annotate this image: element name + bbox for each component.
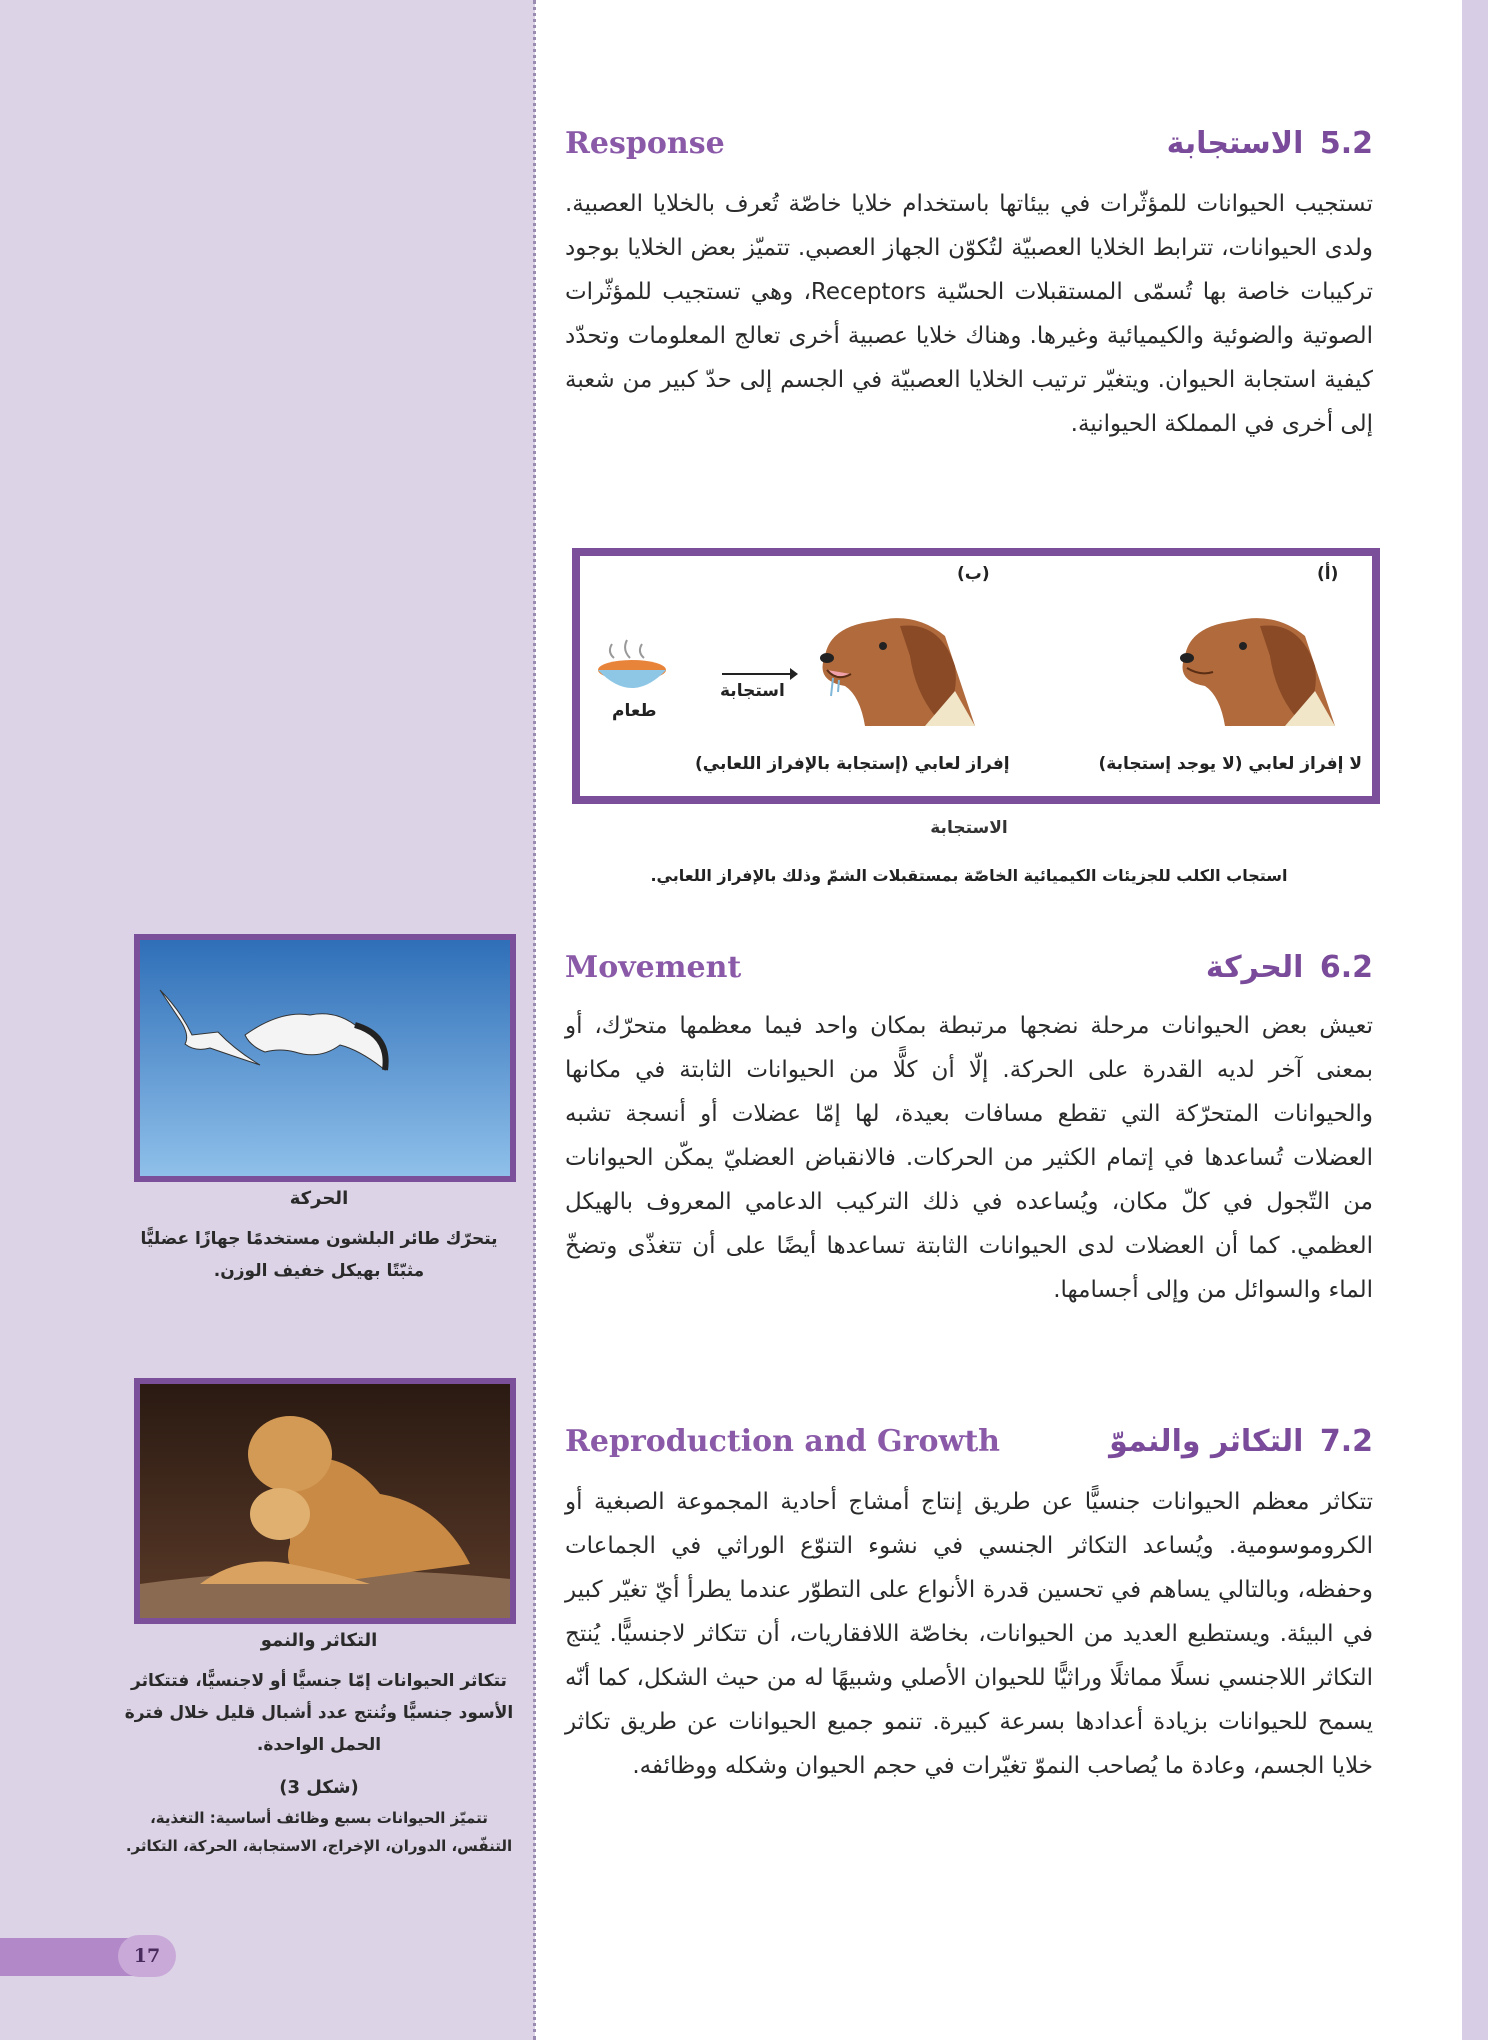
movement-paragraph: تعيش بعض الحيوانات مرحلة نضجها مرتبطة بمكان واحد فيما معظمها متحرّك، أو بمعنى آخر لديه القدرة على الحركة. إلّا أن كلًّا من الحيوانات الثابتة في مكانها والحيوانات المتحرّكة التي تقطع مسافات بعيدة، لها إمّا عضلات أو أنسجة تشبه العضلات تُساعدها في إتمام الكثير من الحركات. فالانقباض العضليّ يمكّن الحيوانات من التّجول في كلّ مكان، ويُساعده في ذلك التركيب الدعامي المعروف بالهيكل العظمي. كما أن العضلات لدى الحيوانات الثابتة تساعدها أيضًا على أن تتغذّى وتضخّ الماء والسوائل من وإلى أجسامها.: [565, 1013, 1373, 1303]
lions-image: [140, 1384, 510, 1618]
page-number: 17: [118, 1935, 176, 1977]
section-number: 5.2: [1319, 126, 1373, 161]
lions-caption-title: التكاثر والنمو: [260, 1630, 378, 1651]
section-title-ar: [1109, 1424, 1373, 1459]
figure-number-caption: تتميّز الحيوانات بسبع وظائف أساسية: التغذية، التنفّس، الدوران، الإخراج، الاستجابة، الحركة، التكاثر.: [125, 1809, 513, 1855]
section-number: 7.2: [1319, 1424, 1373, 1459]
dog-b-illustration: [805, 596, 985, 726]
lions-photo: [134, 1378, 516, 1624]
section-title-ar-text: الاستجابة: [1166, 126, 1304, 161]
section-title-en: Response: [565, 126, 725, 161]
section-header-movement: [565, 950, 1373, 998]
figure-title: الاستجابة: [930, 818, 1008, 838]
figure-number: (شكل 3): [279, 1777, 359, 1798]
gulls-caption-title: الحركة: [289, 1188, 349, 1209]
section-title-en: Movement: [565, 950, 742, 985]
dog-a-illustration: [1165, 596, 1345, 726]
arrow-label: استجابة: [720, 681, 785, 701]
lions-caption-block: [120, 1630, 518, 1860]
section-number: 6.2: [1319, 950, 1373, 985]
lions-caption-text: تتكاثر الحيوانات إمّا جنسيًّا أو لاجنسيًّا، فتتكاثر الأسود جنسيًّا وتُنتج عدد أشبال قليل خلال فترة الحمل الواحدة.: [124, 1671, 514, 1755]
caption-b: إفراز لعابي (إستجابة بالإفراز اللعابي): [695, 754, 1010, 774]
section-title-ar-text: الحركة: [1205, 950, 1304, 985]
gulls-caption-block: [120, 1188, 518, 1287]
dog-response-figure: [572, 548, 1380, 804]
section-header-response: [565, 126, 1373, 174]
label-a: (أ): [1317, 564, 1339, 584]
caption-a: لا إفراز لعابي (لا يوجد إستجابة): [1098, 754, 1362, 774]
food-bowl-icon: [592, 636, 672, 696]
gulls-image: [140, 940, 510, 1176]
figure-caption: استجاب الكلب للجزيئات الكيميائية الخاصّة بمستقبلات الشمّ وذلك بالإفراز اللعابي.: [650, 866, 1288, 885]
section-title-en: Reproduction and Growth: [565, 1424, 1000, 1459]
right-edge-band: [1462, 0, 1488, 2040]
response-paragraph: تستجيب الحيوانات للمؤثّرات في بيئاتها باستخدام خلايا خاصّة تُعرف بالخلايا العصبية. ولدى الحيوانات، تترابط الخلايا العصبيّة لتُكوّن الجهاز العصبي. تتميّز بعض الخلايا بوجود تركيبات خاصة بها تُسمّى المستقبلات الحسّية Receptors، وهي تستجيب للمؤثّرات الصوتية والضوئية والكيميائية وغيرها. وهناك خلايا عصبية أخرى تعالج المعلومات وتحدّد كيفية استجابة الحيوان. ويتغيّر ترتيب الخلايا العصبيّة في الجسم إلى حدّ كبير من شعبة إلى أخرى في المملكة الحيوانية.: [565, 191, 1373, 437]
food-label: طعام: [612, 701, 657, 721]
section-title-ar: [1206, 950, 1373, 985]
gulls-photo: [134, 934, 516, 1182]
reproduction-paragraph: تتكاثر معظم الحيوانات جنسيًّا عن طريق إنتاج أمشاج أحادية المجموعة الصبغية أو الكروموسومية. ويُساعد التكاثر الجنسي في نشوء التنوّع الوراثي في الجماعات وحفظه، وبالتالي يساهم في تحسين قدرة الأنواع على التطوّر عندما يطرأ أيّ تغيّر كبير في البيئة. ويستطيع العديد من الحيوانات، بخاصّة اللافقاريات، أن تتكاثر لاجنسيًّا. يُنتج التكاثر اللاجنسي نسلًا مماثلًا وراثيًّا للحيوان الأصلي وشبيهًا له من حيث الشكل، كما أنّه يسمح للحيوانات بزيادة أعدادها بسرعة كبيرة. تنمو جميع الحيوانات عن طريق تكاثر خلايا الجسم، وعادة ما يُصاحب النموّ تغيّرات في حجم الحيوان وشكله ووظائفه.: [565, 1489, 1373, 1779]
label-b: (ب): [957, 564, 990, 584]
section-title-ar-text: التكاثر والنموّ: [1109, 1424, 1304, 1459]
section-header-reproduction: [565, 1424, 1373, 1472]
gulls-caption-text: يتحرّك طائر البلشون مستخدمًا جهازًا عضليًّا مثبّتًا بهيكل خفيف الوزن.: [140, 1229, 498, 1281]
dotted-divider: [533, 0, 536, 2040]
section-title-ar: [1167, 126, 1373, 161]
